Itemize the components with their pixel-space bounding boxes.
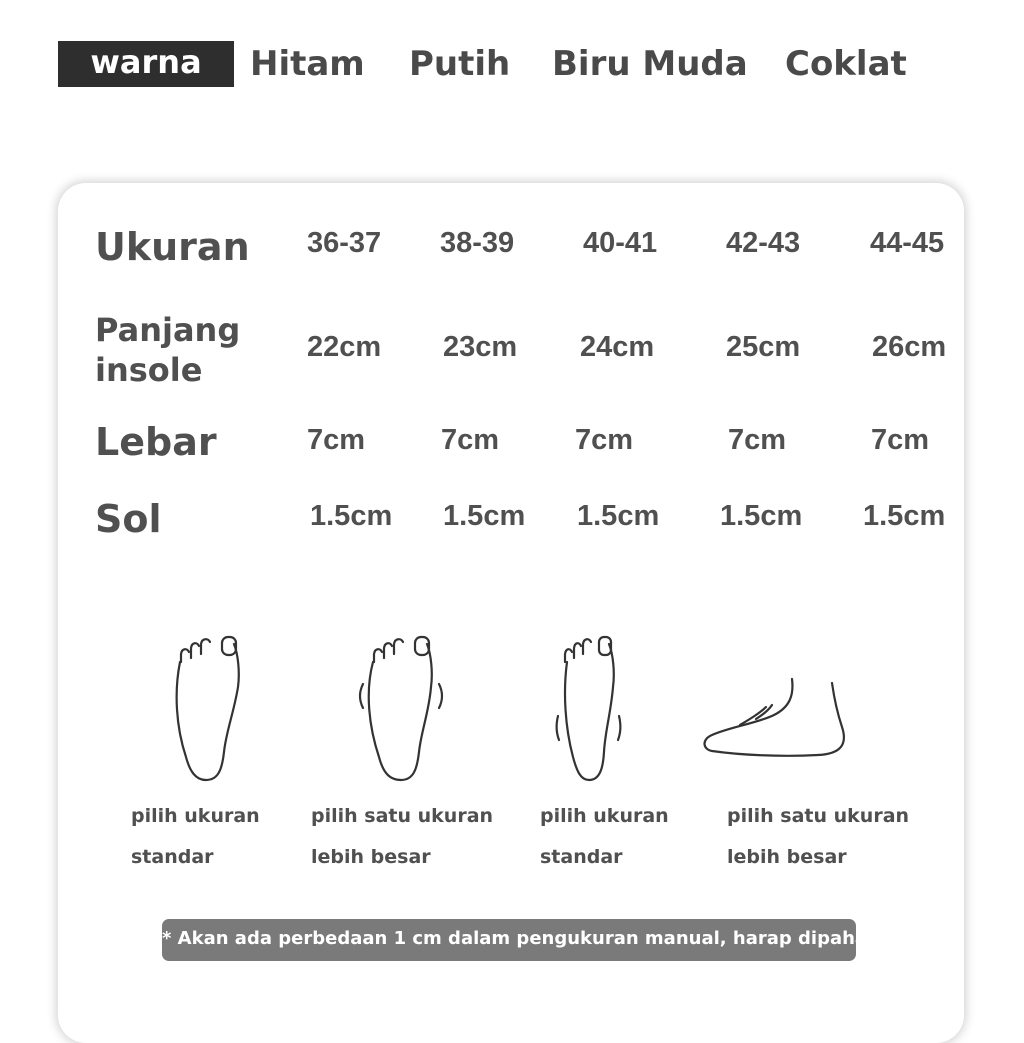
foot-tip-line: pilih satu ukuran: [727, 805, 910, 827]
measurement-note: * Akan ada perbedaan 1 cm dalam pengukuran manual, harap dipaham: [162, 919, 856, 961]
width-cell: 7cm: [307, 424, 366, 456]
insole-length-cell: 24cm: [580, 331, 655, 363]
sole-cell: 1.5cm: [577, 500, 660, 532]
sole-cell: 1.5cm: [863, 500, 946, 532]
sole-cell: 1.5cm: [443, 500, 526, 532]
row-label-panjang-insole: [95, 310, 240, 390]
width-cell: 7cm: [575, 424, 634, 456]
foot-tip-wide: [311, 796, 493, 878]
color-option-putih: Putih: [409, 44, 511, 84]
foot-tip-line: lebih besar: [727, 846, 847, 868]
insole-length-cell: 22cm: [307, 331, 382, 363]
foot-tip-line: lebih besar: [311, 846, 431, 868]
row-label-insole: insole: [95, 351, 203, 389]
row-label-ukuran: Ukuran: [95, 225, 250, 269]
color-options-row: [58, 40, 958, 88]
standard-foot-icon: [168, 632, 248, 787]
foot-tip-narrow: [540, 796, 669, 878]
foot-tip-high-instep: [727, 796, 909, 878]
color-label-badge: warna: [58, 41, 234, 87]
insole-length-cell: 23cm: [443, 331, 518, 363]
sole-cell: 1.5cm: [310, 500, 393, 532]
color-option-hitam: Hitam: [250, 44, 365, 84]
size-cell: 36-37: [307, 227, 382, 259]
size-cell: 38-39: [440, 227, 515, 259]
sole-cell: 1.5cm: [720, 500, 803, 532]
insole-length-cell: 26cm: [872, 331, 947, 363]
size-cell: 42-43: [726, 227, 801, 259]
width-cell: 7cm: [728, 424, 787, 456]
foot-tip-line: pilih ukuran: [131, 805, 260, 827]
row-label-lebar: Lebar: [95, 420, 217, 464]
size-cell: 44-45: [870, 227, 945, 259]
width-cell: 7cm: [441, 424, 500, 456]
foot-tip-line: pilih satu ukuran: [311, 805, 494, 827]
wide-foot-icon: [355, 632, 447, 787]
color-option-biru-muda: Biru Muda: [552, 44, 748, 84]
width-cell: 7cm: [871, 424, 930, 456]
foot-tip-line: standar: [131, 846, 214, 868]
narrow-foot-icon: [553, 632, 633, 787]
color-option-coklat: Coklat: [785, 44, 907, 84]
high-instep-foot-icon: [700, 675, 850, 760]
foot-tip-line: standar: [540, 846, 623, 868]
foot-tip-line: pilih ukuran: [540, 805, 669, 827]
row-label-sol: Sol: [95, 497, 162, 541]
row-label-panjang: Panjang: [95, 311, 241, 349]
size-cell: 40-41: [583, 227, 658, 259]
foot-tip-standard: [131, 796, 260, 878]
insole-length-cell: 25cm: [726, 331, 801, 363]
